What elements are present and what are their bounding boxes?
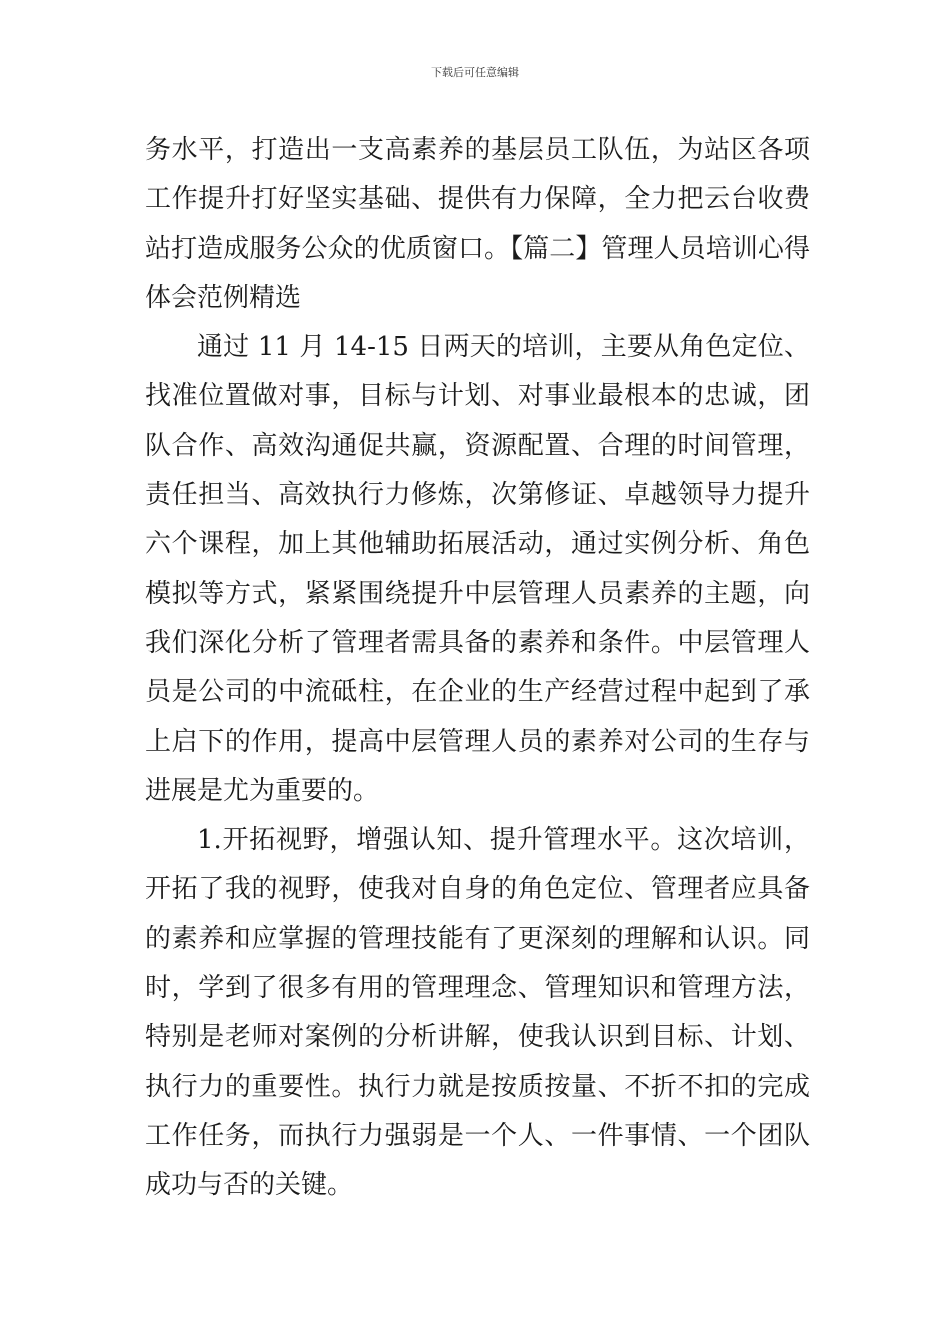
document-body	[145, 126, 810, 1211]
paragraph-2: 通过 11 月 14-15 日两天的培训，主要从角色定位、找准位置做对事，目标与计划、对事业最根本的忠诚，团队合作、高效沟通促共赢，资源配置、合理的时间管理，责任担当、高效执行力修炼，次第修证、卓越领导力提升六个课程，加上其他辅助拓展活动，通过实例分析、角色模拟等方式，紧紧围绕提升中层管理人员素养的主题，向我们深化分析了管理者需具备的素养和条件。中层管理人员是公司的中流砥柱，在企业的生产经营过程中起到了承上启下的作用，提高中层管理人员的素养对公司的生存与进展是尤为重要的。	[145, 332, 810, 806]
paragraph-1: 务水平，打造出一支高素养的基层员工队伍，为站区各项工作提升打好坚实基础、提供有力保障，全力把云台收费站打造成服务公众的优质窗口。【篇二】管理人员培训心得体会范例精选	[145, 135, 810, 313]
page-header: 下载后可任意编辑	[431, 66, 519, 79]
paragraph-3: 1.开拓视野，增强认知、提升管理水平。这次培训，开拓了我的视野，使我对自身的角色定位、管理者应具备的素养和应掌握的管理技能有了更深刻的理解和认识。同时，学到了很多有用的管理理念、管理知识和管理方法，特别是老师对案例的分析讲解，使我认识到目标、计划、执行力的重要性。执行力就是按质按量、不折不扣的完成工作任务，而执行力强弱是一个人、一件事情、一个团队成功与否的关键。	[145, 825, 810, 1201]
